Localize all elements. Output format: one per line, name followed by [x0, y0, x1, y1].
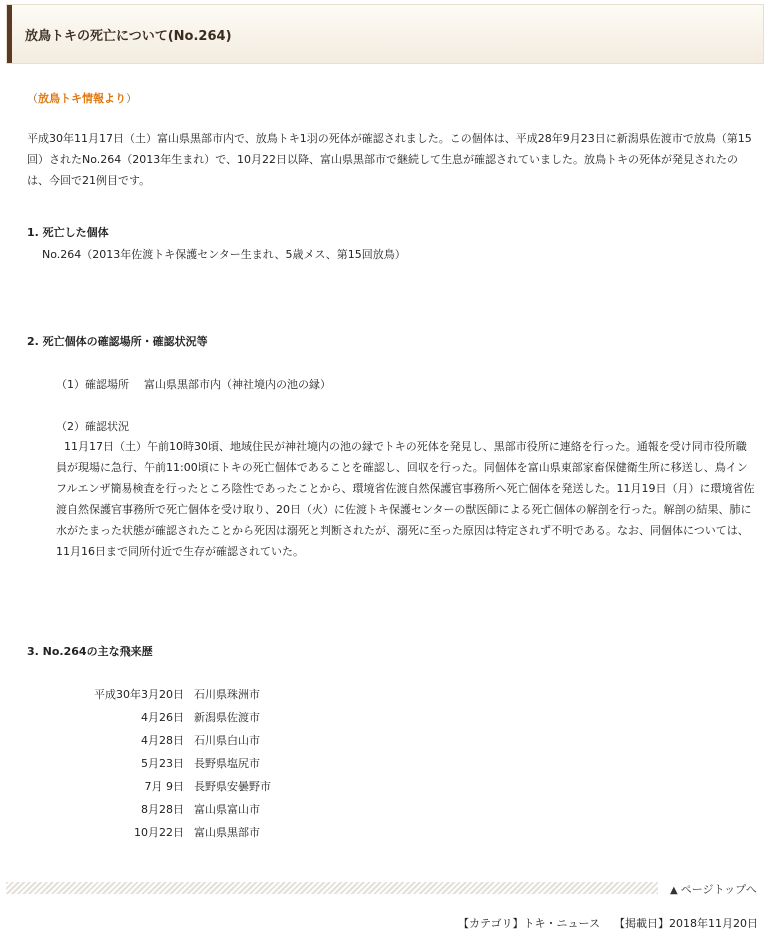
flight-place: 石川県珠洲市 — [194, 687, 260, 701]
flight-place: 富山県富山市 — [194, 802, 260, 816]
category-label[interactable]: 【カテゴリ】トキ・ニュース — [457, 917, 600, 930]
source-link[interactable]: 放鳥トキ情報より — [38, 92, 126, 105]
table-row — [92, 797, 271, 820]
section-1-heading: 1. 死亡した個体 — [27, 226, 109, 239]
flight-date: 8月28日 — [141, 802, 184, 816]
page-title: 放鳥トキの死亡について(No.264) — [25, 29, 232, 44]
table-row — [92, 820, 271, 843]
table-row — [92, 774, 271, 797]
flight-date: 4月26日 — [141, 710, 184, 724]
footer-divider — [6, 882, 658, 894]
flight-date: 10月22日 — [134, 825, 184, 839]
source-line — [27, 90, 137, 106]
table-row — [92, 705, 271, 728]
flight-place: 富山県黒部市 — [194, 825, 260, 839]
situation-label: （2）確認状況 — [56, 420, 129, 433]
situation-body: 11月17日（土）午前10時30頃、地域住民が神社境内の池の縁でトキの死体を発見し、黒部市役所に連絡を行った。通報を受け同市役所職員が現場に急行、午前11:00頃にトキの死亡個体であることを確認し、回収を行った。同個体を富山県東部家畜保健衛生所に移送し、鳥インフルエンザ簡易検査を行ったところ陰性であったことから、環境省佐渡自然保護官事務所へ死亡個体を発送した。11月19日（月）に環境省佐渡自然保護官事務所で死亡個体を受け取り、20日（火）に佐渡トキ保護センターの獣医師による死亡個体の解剖を行った。解剖の結果、肺に水がたまった状態が確認されたことから死因は溺死と判断されたが、溺死に至った原因は特定されず不明である。なお、同個体については、11月16日まで同所付近で生存が確認されていた。 — [56, 440, 755, 558]
triangle-up-icon: ▲ — [670, 885, 678, 896]
flight-place: 石川県白山市 — [194, 733, 260, 747]
flight-date: 4月28日 — [141, 733, 184, 747]
flight-place: 長野県塩尻市 — [194, 756, 260, 770]
table-row — [92, 751, 271, 774]
place-label: （1）確認場所 — [56, 378, 129, 391]
flight-place: 長野県安曇野市 — [194, 779, 271, 793]
flight-history-table — [92, 682, 271, 843]
header-accent-bar — [7, 5, 12, 63]
flight-date: 平成30年3月20日 — [94, 687, 184, 701]
page-top-label: ページトップへ — [680, 883, 757, 896]
place-value: 富山県黒部市内（神社境内の池の縁） — [144, 378, 331, 391]
source-close-paren: ） — [126, 92, 137, 105]
page-top-link[interactable] — [670, 881, 757, 897]
section-1-body: No.264（2013年佐渡トキ保護センター生まれ、5歳メス、第15回放鳥） — [42, 248, 406, 261]
posted-date: 【掲載日】2018年11月20日 — [614, 917, 758, 930]
section-3-heading: 3. No.264の主な飛来歴 — [27, 645, 153, 658]
flight-date: 7月 9日 — [144, 779, 184, 793]
article-meta — [458, 915, 758, 931]
section-2-heading: 2. 死亡個体の確認場所・確認状況等 — [27, 335, 208, 348]
table-row — [92, 682, 271, 705]
flight-place: 新潟県佐渡市 — [194, 710, 260, 724]
flight-date: 5月23日 — [141, 756, 184, 770]
source-open-paren: （ — [27, 92, 38, 105]
page-header — [6, 4, 764, 64]
situation-text — [56, 436, 756, 562]
intro-paragraph: 平成30年11月17日（土）富山県黒部市内で、放鳥トキ1羽の死体が確認されました。この個体は、平成28年9月23日に新潟県佐渡市で放鳥（第15回）されたNo.264（2013年生まれ）で、10月22日以降、富山県黒部市で継続して生息が確認されていました。放鳥トキの死体が発見されたのは、今回で21例目です。 — [27, 132, 752, 187]
table-row — [92, 728, 271, 751]
